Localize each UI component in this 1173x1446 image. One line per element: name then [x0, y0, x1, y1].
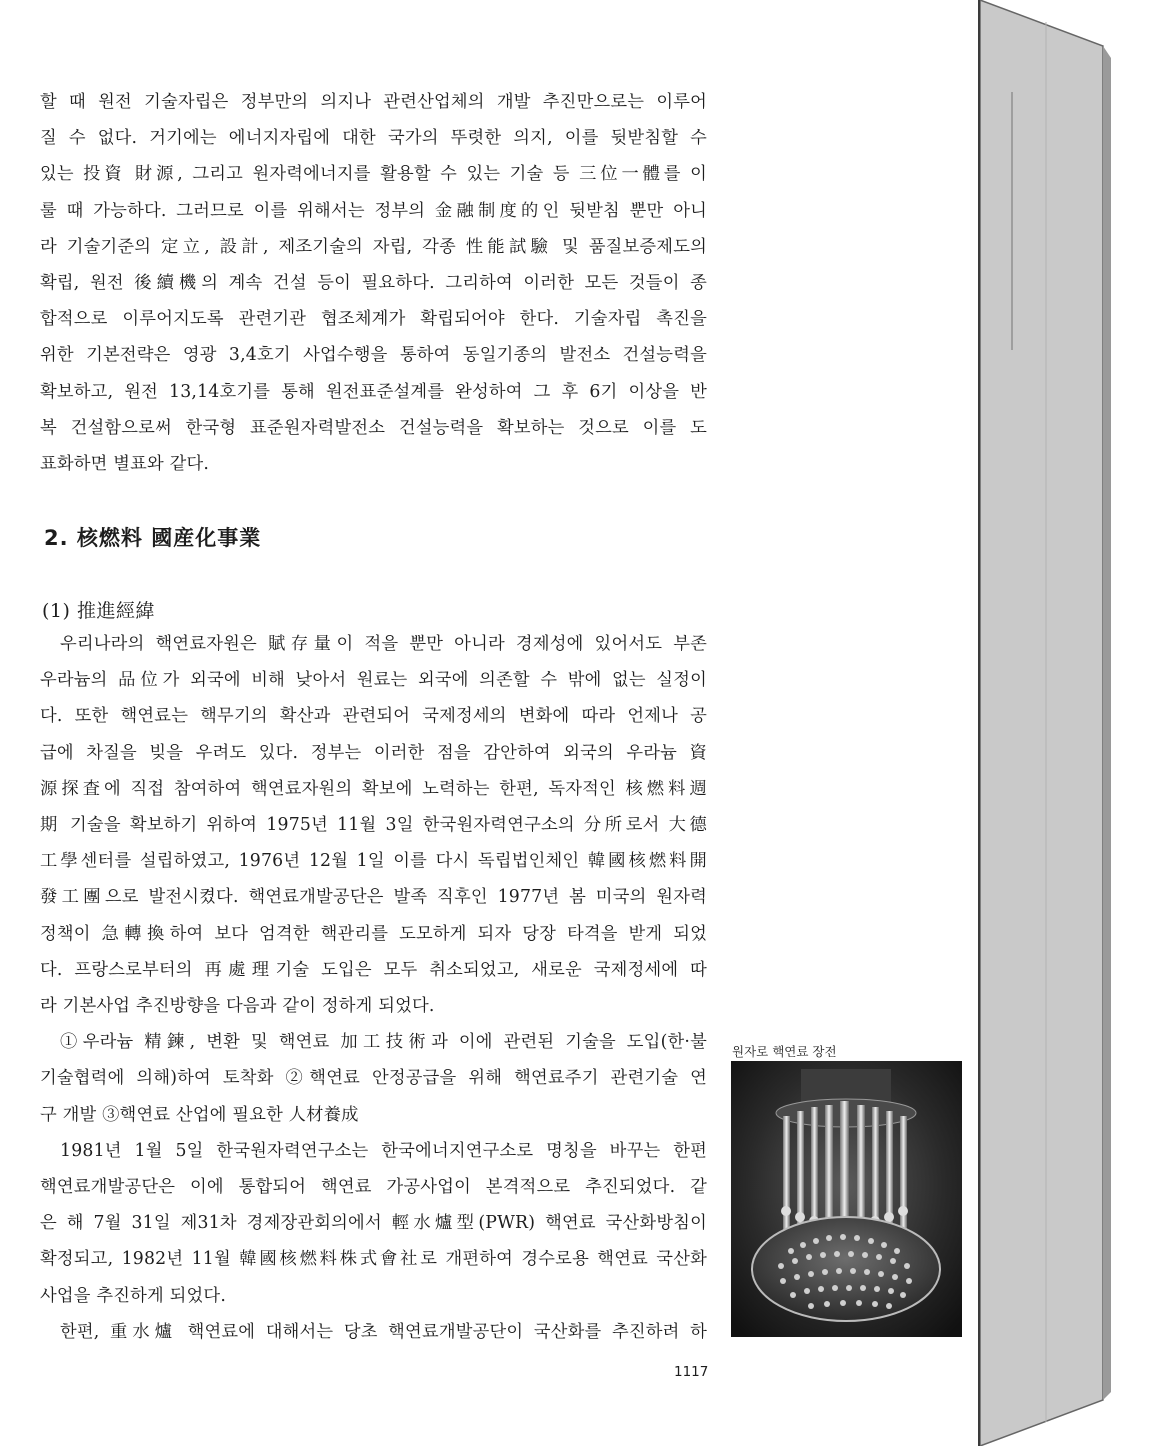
- text-line: 복 건설함으로써 한국형 표준원자력발전소 건설능력을 확보하는 것으로 이를 도: [40, 417, 707, 438]
- section-heading: 2. 核燃料 國産化事業: [44, 526, 262, 550]
- text-line: 룰 때 가능하다. 그러므로 이를 위해서는 정부의 金融制度的인 뒷받침 뿐만 아니: [40, 200, 707, 221]
- paragraph-1: [40, 84, 707, 482]
- text-line: 다. 또한 핵연료는 핵무기의 확산과 관련되어 국제정세의 변화에 따라 언제나 공: [40, 706, 707, 727]
- text-line: 우리나라의 핵연료자원은 賦存量이 적을 뿐만 아니라 경제성에 있어서도 부존: [60, 634, 707, 654]
- text-line: 다. 프랑스로부터의 再處理기술 도입은 모두 취소되었고, 새로운 국제정세에 따: [40, 959, 707, 980]
- text-line: 期 기술을 확보하기 위하여 1975년 11월 3일 한국원자력연구소의 分所로서 大德: [40, 815, 707, 836]
- photo-caption: 원자로 핵연료 장전: [732, 1044, 837, 1059]
- text-line: 확립, 원전 後續機의 계속 건설 등이 필요하다. 그리하여 이러한 모든 것들이 종: [40, 273, 707, 294]
- reactor-fuel-loading-photo: [731, 1061, 962, 1337]
- text-line: 1981년 1월 5일 한국원자력연구소는 한국에너지연구소로 명칭을 바꾸는 한편: [60, 1140, 707, 1161]
- text-line: 확보하고, 원전 13,14호기를 통해 원전표준설계를 완성하여 그 후 6기 이상을 반: [40, 381, 707, 402]
- text-line: 사업을 추진하게 되었다.: [40, 1285, 227, 1306]
- text-line: 우라늄의 品位가 외국에 비해 낮아서 원료는 외국에 의존할 수 밖에 없는 실정이: [40, 670, 707, 691]
- text-line: 할 때 원전 기술자립은 정부만의 의지나 관련산업체의 개발 추진만으로는 이루어: [40, 92, 707, 112]
- text-line: 질 수 없다. 거기에는 에너지자립에 대한 국가의 뚜렷한 의지, 이를 뒷받침할 수: [40, 128, 707, 149]
- text-line: 發工團으로 발전시켰다. 핵연료개발공단은 발족 직후인 1977년 봄 미국의 원자력: [40, 887, 707, 908]
- text-line: 라 기본사업 추진방향을 다음과 같이 정하게 되었다.: [40, 996, 435, 1017]
- text-line: ①우라늄 精鍊, 변환 및 핵연료 加工技術과 이에 관련된 기술을 도입(한·불: [60, 1032, 707, 1053]
- text-line: 정책이 急轉換하여 보다 엄격한 핵관리를 도모하게 되자 당장 타격을 받게 되었: [40, 923, 707, 944]
- text-line: 한편, 重水爐 핵연료에 대해서는 당초 핵연료개발공단이 국산화를 추진하려 하: [60, 1321, 707, 1342]
- text-line: 있는 投資 財源, 그리고 원자력에너지를 활용할 수 있는 기술 등 三位一體를 이: [40, 164, 707, 185]
- text-line: 은 해 7월 31일 제31차 경제장관회의에서 輕水爐型(PWR) 핵연료 국산화방침이: [40, 1213, 707, 1234]
- text-line: 위한 기본전략은 영광 3,4호기 사업수행을 통하여 동일기종의 발전소 건설능력을: [40, 345, 707, 366]
- page-number: 1117: [674, 1364, 709, 1380]
- subsection-heading: (1) 推進經緯: [42, 600, 155, 622]
- text-line: 표화하면 별표와 같다.: [40, 454, 210, 475]
- paragraph-2: [40, 626, 707, 1350]
- book-page-edges: [978, 0, 1173, 1446]
- text-line: 합적으로 이루어지도록 관련기관 협조체계가 확립되어야 한다. 기술자립 촉진을: [40, 309, 707, 330]
- text-line: 기술협력에 의해)하여 토착화 ②핵연료 안정공급을 위해 핵연료주기 관련기술 연: [40, 1068, 707, 1089]
- text-line: 급에 차질을 빚을 우려도 있다. 정부는 이러한 점을 감안하여 외국의 우라늄 資: [40, 742, 707, 763]
- text-line: 源探査에 직접 참여하여 핵연료자원의 확보에 노력하는 한편, 독자적인 核燃料週: [40, 778, 707, 799]
- text-line: 확정되고, 1982년 11월 韓國核燃料株式會社로 개편하여 경수로용 핵연료 국산화: [40, 1249, 707, 1270]
- text-line: 구 개발 ③핵연료 산업에 필요한 人材養成: [40, 1104, 359, 1125]
- text-line: 라 기술기준의 定立, 設計, 제조기술의 자립, 각종 性能試驗 및 품질보증제도의: [40, 236, 707, 257]
- text-line: 핵연료개발공단은 이에 통합되어 핵연료 가공사업이 본격적으로 추진되었다. 같: [40, 1177, 707, 1198]
- text-line: 工學센터를 설립하였고, 1976년 12월 1일 이를 다시 독립법인체인 韓國核燃料開: [40, 851, 707, 872]
